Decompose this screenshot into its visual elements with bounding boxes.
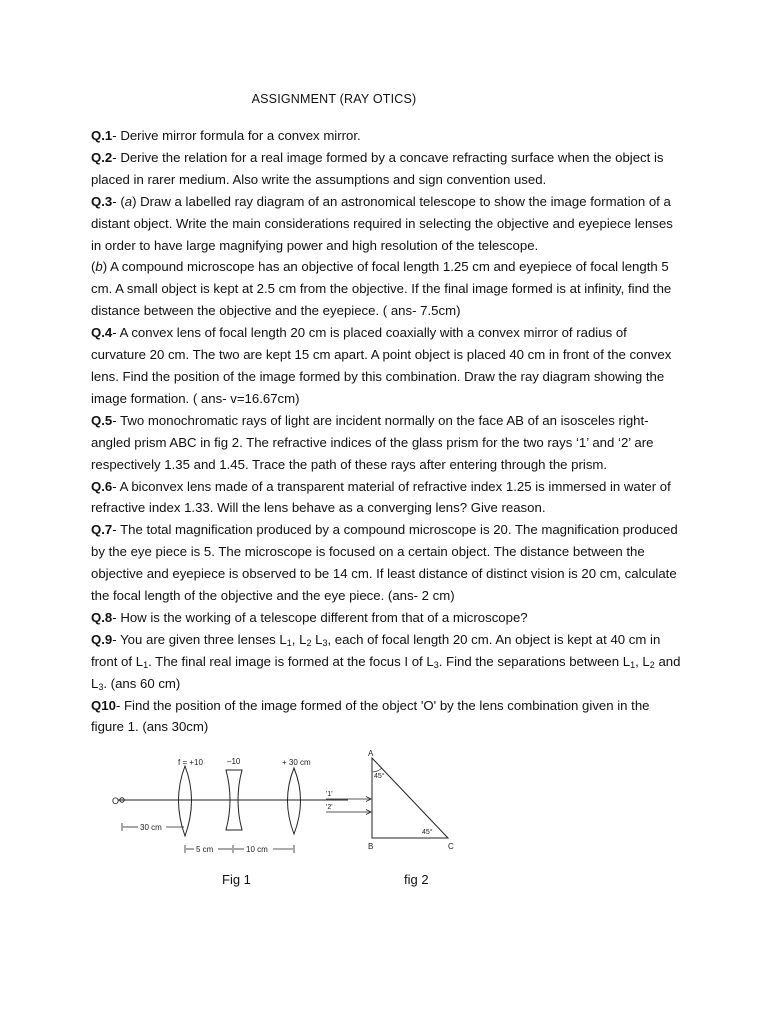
question-4: [91, 322, 681, 410]
label-object-o: O: [112, 796, 120, 806]
question-9: [91, 629, 681, 695]
label-angle-top: 45°: [374, 773, 385, 780]
figure-1-caption: Fig 1: [222, 872, 251, 887]
q5-text: - Two monochromatic rays of light are incident normally on the face AB of an isosceles right-angled prism ABC in fig 2. The refractive indices of the glass prism for the two rays ‘1’ and ‘2’ are respectively 1.35 and 1.45. Trace the path of these rays after entering through the prism.: [91, 412, 654, 472]
q3-a-label: a: [124, 193, 133, 209]
title-text: ASSIGNMENT (RAY OTICS): [251, 92, 417, 106]
q8-number: Q.8: [91, 609, 113, 625]
q3-a-text: ) Draw a labelled ray diagram of an astronomical telescope to show the image formation of a distant object. Write the main considerations required in selecting the objective and eyepiece lenses in order to have large magnifying power and high resolution of the telescope.: [91, 193, 673, 253]
label-5cm: 5 cm: [196, 845, 214, 854]
q4-number: Q.4: [91, 325, 113, 341]
q9-sub-6: 1: [630, 659, 636, 670]
q6-number: Q.6: [91, 478, 113, 494]
prism-triangle: [372, 758, 448, 838]
figure-2-prism-diagram: [320, 748, 460, 858]
question-6: [91, 476, 681, 520]
q2-text: - Derive the relation for a real image formed by a concave refracting surface when the object is placed in rarer medium. Also write the assumptions and sign convention used.: [91, 149, 664, 187]
question-5: [91, 410, 681, 476]
q9-sub-2: 2: [306, 637, 312, 648]
question-3a: Q.3- (a) Draw a labelled ray diagram of an astronomical telescope to show the image formation of a distant object. Write the main considerations required in selecting the objective and eyepiece lenses in order to have large magnifying power and high resolution of the telescope.: [91, 193, 673, 253]
convex-lens-2: [288, 768, 301, 834]
q9-sub-1: 1: [286, 637, 292, 648]
question-7: [91, 519, 681, 607]
q9-text-3: L: [311, 631, 323, 647]
label-ray-1: '1': [326, 791, 333, 798]
q10-number: Q10: [91, 697, 116, 713]
convex-lens-1: [179, 766, 192, 836]
label-f1: f = +10: [178, 758, 203, 767]
label-vertex-b: B: [368, 842, 374, 851]
q3-number: Q.3: [91, 193, 113, 209]
q9-sub-3: 3: [322, 637, 328, 648]
label-vertex-c: C: [448, 842, 454, 851]
q7-number: Q.7: [91, 522, 113, 538]
q8-text: - How is the working of a telescope different from that of a microscope?: [112, 609, 528, 625]
q9-text-1: - You are given three lenses L: [112, 631, 287, 647]
label-30cm: 30 cm: [140, 823, 162, 832]
question-list: [91, 125, 681, 738]
q9-text-9: . (ans 60 cm): [103, 675, 181, 691]
q1-text: - Derive mirror formula for a convex mirror.: [112, 128, 361, 143]
angle-arc-top: [372, 768, 382, 772]
q9-sub-7: 2: [649, 659, 655, 670]
q9-text-4: , each of focal length 20 cm. An object is kept at 40 cm in front of L: [91, 631, 661, 669]
q9-text-8: and L: [91, 653, 681, 691]
figure-1-lens-diagram: [110, 748, 350, 858]
q9-sub-4: 1: [143, 659, 149, 670]
q9-text-2: , L: [291, 631, 307, 647]
q3-b-text: ) A compound microscope has an objective of focal length 1.25 cm and eyepiece of focal length 5 cm. A small object is kept at 2.5 cm from the objective. If the final image formed is at infinity, find the distance between the objective and the eyepiece. ( ans- 7.5cm): [91, 259, 672, 319]
q9-number: Q.9: [91, 631, 113, 647]
q1-number: Q.1: [91, 128, 113, 143]
question-8: [91, 607, 681, 629]
q4-text: - A convex lens of focal length 20 cm is placed coaxially with a convex mirror of radius of curvature 20 cm. The two are kept 15 cm apart. A point object is placed 40 cm in front of the convex lens. Find the position of the image formed by this combination. Draw the ray diagram showing the image formation. ( ans- v=16.67cm): [91, 325, 672, 406]
label-ray-2: '2': [326, 804, 333, 811]
question-1: [91, 125, 681, 147]
q7-text: - The total magnification produced by a compound microscope is 20. The magnification produced by the eye piece is 5. The microscope is focused on a certain object. The distance between the objective and eyepiece is observed to be 14 cm. If least distance of distinct vision is 20 cm, calculate the focal length of the objective and the eye piece. (ans- 2 cm): [91, 522, 678, 604]
q9-sub-8: 3: [98, 681, 104, 692]
figure-2-caption: fig 2: [404, 872, 429, 887]
label-vertex-a: A: [368, 749, 374, 758]
question-3b: (b) A compound microscope has an objective of focal length 1.25 cm and eyepiece of focal length 5 cm. A small object is kept at 2.5 cm from the objective. If the final image formed is at infinity, find the distance between the objective and the eyepiece. ( ans- 7.5cm): [91, 259, 672, 319]
label-f3: + 30 cm: [282, 758, 311, 767]
q9-text-6: . Find the separations between L: [438, 653, 631, 669]
label-f2: –10: [227, 757, 241, 766]
label-angle-bottom: 45°: [422, 829, 433, 836]
question-2: [91, 147, 681, 191]
q9-sub-5: 3: [433, 659, 439, 670]
q9-text-5: . The final real image is formed at the focus I of L: [148, 653, 434, 669]
label-10cm: 10 cm: [246, 845, 268, 854]
q3-b-label: b: [95, 259, 103, 275]
question-10: [91, 695, 681, 739]
q6-text: - A biconvex lens made of a transparent material of refractive index 1.25 is immersed in water of refractive index 1.33. Will the lens behave as a converging lens? Give reason.: [91, 478, 671, 516]
q10-text: - Find the position of the image formed of the object 'O' by the lens combination given in the figure 1. (ans 30cm): [91, 697, 650, 735]
q2-number: Q.2: [91, 149, 113, 165]
page-title: [0, 92, 768, 106]
q9-text-7: , L: [635, 653, 650, 669]
q5-number: Q.5: [91, 412, 113, 428]
